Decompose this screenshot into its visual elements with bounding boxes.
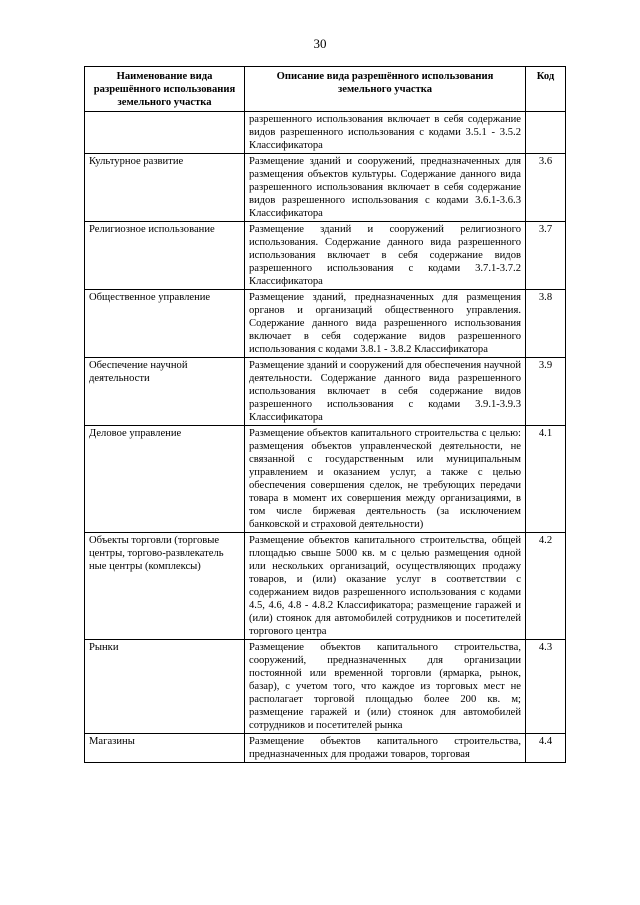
cell-description: Размещение объектов капитального строительства, общей площадью свыше 5000 кв. м с целью размещения одной или нескольких организаций, осуществляющих продажу товаров, и (или) оказание услуг в соответствии с содержанием видов разрешенного использования с кодами 4.5, 4.6, 4.8 - 4.8.2 Классификатора; размещение гаражей и (или) стоянок для автомобилей сотрудников и посетителей торгового центра bbox=[245, 533, 526, 640]
table-header-row bbox=[85, 67, 566, 112]
cell-name: Религиозное использование bbox=[85, 222, 245, 290]
cell-name: Культурное развитие bbox=[85, 154, 245, 222]
table-row bbox=[85, 734, 566, 763]
cell-code: 3.7 bbox=[526, 222, 566, 290]
land-use-table bbox=[84, 66, 566, 763]
cell-name: Рынки bbox=[85, 640, 245, 734]
cell-description: Размещение зданий и сооружений для обеспечения научной деятельности. Содержание данного вида разрешенного использования включает в себя содержание видов разрешенного использования с кодами 3.9.1-3.9.3 Классификатора bbox=[245, 358, 526, 426]
cell-code bbox=[526, 112, 566, 154]
cell-description: Размещение зданий и сооружений религиозного использования. Содержание данного вида разрешенного использования включает в себя содержание видов разрешенного использования с кодами 3.7.1-3.7.2 Классификатора bbox=[245, 222, 526, 290]
cell-code: 4.1 bbox=[526, 426, 566, 533]
cell-code: 4.4 bbox=[526, 734, 566, 763]
cell-code: 3.9 bbox=[526, 358, 566, 426]
table-row bbox=[85, 533, 566, 640]
cell-code: 3.6 bbox=[526, 154, 566, 222]
cell-description: Размещение зданий, предназначенных для размещения органов и организаций общественного управления. Содержание данного вида разрешенного использования включает в себя содержание видов разрешенного использования с кодами 3.8.1 - 3.8.2 Классификатора bbox=[245, 290, 526, 358]
header-name: Наименование вида разрешённого использования земельного участка bbox=[85, 67, 245, 112]
cell-description: Размещение зданий и сооружений, предназначенных для размещения объектов культуры. Содержание данного вида разрешенного использования включает в себя содержание видов разрешенного использования с кодами 3.6.1-3.6.3 Классификатора bbox=[245, 154, 526, 222]
header-code: Код bbox=[526, 67, 566, 112]
cell-code: 4.2 bbox=[526, 533, 566, 640]
table-row bbox=[85, 154, 566, 222]
table-row bbox=[85, 112, 566, 154]
cell-code: 4.3 bbox=[526, 640, 566, 734]
table-row bbox=[85, 222, 566, 290]
table-row bbox=[85, 358, 566, 426]
cell-name: Магазины bbox=[85, 734, 245, 763]
page-number: 30 bbox=[313, 36, 327, 51]
cell-name: Обеспечение научной деятельности bbox=[85, 358, 245, 426]
table-row bbox=[85, 290, 566, 358]
cell-name: Деловое управление bbox=[85, 426, 245, 533]
table-row bbox=[85, 426, 566, 533]
cell-name bbox=[85, 112, 245, 154]
cell-description: Размещение объектов капитального строительства, предназначенных для продажи товаров, торговая bbox=[245, 734, 526, 763]
table-row bbox=[85, 640, 566, 734]
cell-name: Объекты торговли (торговые центры, торгово-развлекатель ные центры (комплексы) bbox=[85, 533, 245, 640]
cell-description: Размещение объектов капитального строительства с целью: размещения объектов управленческой деятельности, не связанной с государственным или муниципальным управлением и оказанием услуг, а также с целью обеспечения совершения сделок, не требующих передачи товара в момент их совершения между организациями, в том числе биржевая деятельность (за исключением банковской и страховой деятельности) bbox=[245, 426, 526, 533]
cell-description: Размещение объектов капитального строительства, сооружений, предназначенных для организации постоянной или временной торговли (ярмарка, рынок, базар), с учетом того, что каждое из торговых мест не располагает торговой площадью более 200 кв. м; размещение гаражей и (или) стоянок для автомобилей сотрудников и посетителей рынка bbox=[245, 640, 526, 734]
cell-description: разрешенного использования включает в себя содержание видов разрешенного использования с кодами 3.5.1 - 3.5.2 Классификатора bbox=[245, 112, 526, 154]
cell-code: 3.8 bbox=[526, 290, 566, 358]
cell-name: Общественное управление bbox=[85, 290, 245, 358]
header-description: Описание вида разрешённого использования земельного участка bbox=[245, 67, 526, 112]
